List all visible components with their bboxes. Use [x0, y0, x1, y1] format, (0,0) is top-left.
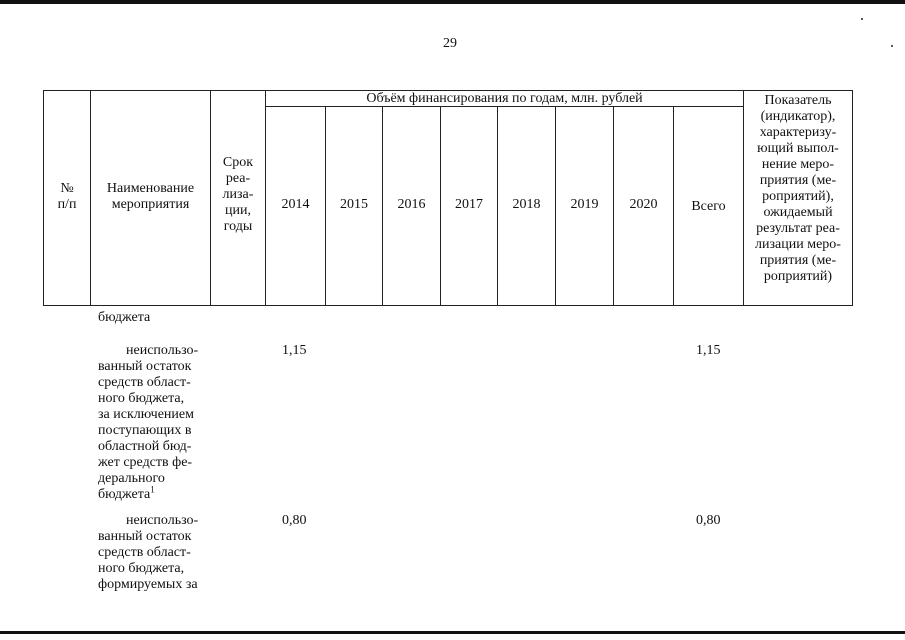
- header-indicator-line: нение меро-: [761, 157, 835, 172]
- header-number-line: №: [60, 181, 74, 196]
- header-indicator-line: роприятий),: [762, 189, 834, 204]
- row-unused-balance-formed-total: 0,80: [696, 513, 721, 528]
- header-indicator-line: приятия (ме-: [759, 173, 837, 188]
- row-name-line: ванный остаток: [98, 359, 192, 374]
- header-year-2014: 2014: [281, 197, 310, 212]
- header-year-2018: 2018: [512, 197, 541, 212]
- header-name-line: мероприятия: [111, 197, 190, 212]
- row-name-line: средств област-: [98, 375, 191, 390]
- row-name-line: дерального: [98, 471, 165, 486]
- header-indicator-line: (индикатор),: [760, 109, 836, 124]
- row-name-line: жет средств фе-: [98, 455, 193, 470]
- header-indicator-line: ющий выпол-: [757, 141, 839, 156]
- header-term-line: ции,: [225, 203, 251, 218]
- footnote-marker: 1: [150, 484, 155, 495]
- header-year-2015: 2015: [340, 197, 368, 212]
- scan-speck: [861, 18, 863, 20]
- header-indicator-line: характеризу-: [759, 125, 837, 140]
- header-year-2019: 2019: [570, 197, 599, 212]
- row-name-line: бюджета: [98, 310, 151, 325]
- row-name-line: неиспользо-: [126, 343, 199, 358]
- header-term-line: Срок: [222, 155, 254, 170]
- header-total: Всего: [691, 199, 726, 214]
- header-year-2016: 2016: [397, 197, 426, 212]
- row-name-line: поступающих в: [98, 423, 192, 438]
- row-name-text: бюджета: [98, 487, 151, 502]
- row-name-line: ного бюджета,: [98, 561, 185, 576]
- row-unused-balance-formed-name: [98, 513, 208, 593]
- header-indicator-line: приятия (ме-: [759, 253, 837, 268]
- header-indicator-line: Показатель: [764, 93, 832, 108]
- row-name-line: неиспользо-: [126, 513, 199, 528]
- header-year-2020: 2020: [629, 197, 658, 212]
- row-unused-balance-2014: 1,15: [282, 343, 307, 358]
- header-financing-title: Объём финансирования по годам, млн. рублей: [366, 91, 643, 106]
- scan-border-bottom: [0, 631, 905, 634]
- row-name-line: средств област-: [98, 545, 191, 560]
- header-indicator-col: [744, 93, 852, 285]
- row-unused-balance-formed-2014: 0,80: [282, 513, 307, 528]
- page-number: 29: [443, 36, 457, 51]
- row-name-line: за исключением: [98, 407, 194, 422]
- col-border: [852, 90, 853, 305]
- header-number-col: [44, 181, 90, 213]
- row-name-line: областной бюд-: [98, 439, 192, 454]
- header-year-2017: 2017: [455, 197, 483, 212]
- header-term-line: лиза-: [222, 187, 254, 202]
- table-header-bottom-border: [43, 305, 853, 306]
- row-name-line-with-footnote: [98, 484, 208, 503]
- header-name-line: Наименование: [106, 181, 195, 196]
- header-name-col: [91, 181, 210, 213]
- row-continuation-name: [98, 310, 208, 326]
- scan-border-top: [0, 0, 905, 4]
- row-name-line: ного бюджета,: [98, 391, 185, 406]
- header-indicator-line: лизации меро-: [755, 237, 841, 252]
- row-name-line: формируемых за: [98, 577, 198, 592]
- header-indicator-line: результат реа-: [756, 221, 840, 236]
- header-indicator-line: ожидаемый: [763, 205, 833, 220]
- header-indicator-line: роприятий): [763, 269, 833, 284]
- header-term-line: реа-: [225, 171, 251, 186]
- row-unused-balance-total: 1,15: [696, 343, 721, 358]
- scan-speck: [891, 45, 893, 47]
- row-name-line: ванный остаток: [98, 529, 192, 544]
- header-term-line: годы: [223, 219, 253, 234]
- header-number-line: п/п: [57, 197, 77, 212]
- row-unused-balance-name: [98, 343, 208, 503]
- header-term-col: [211, 155, 265, 235]
